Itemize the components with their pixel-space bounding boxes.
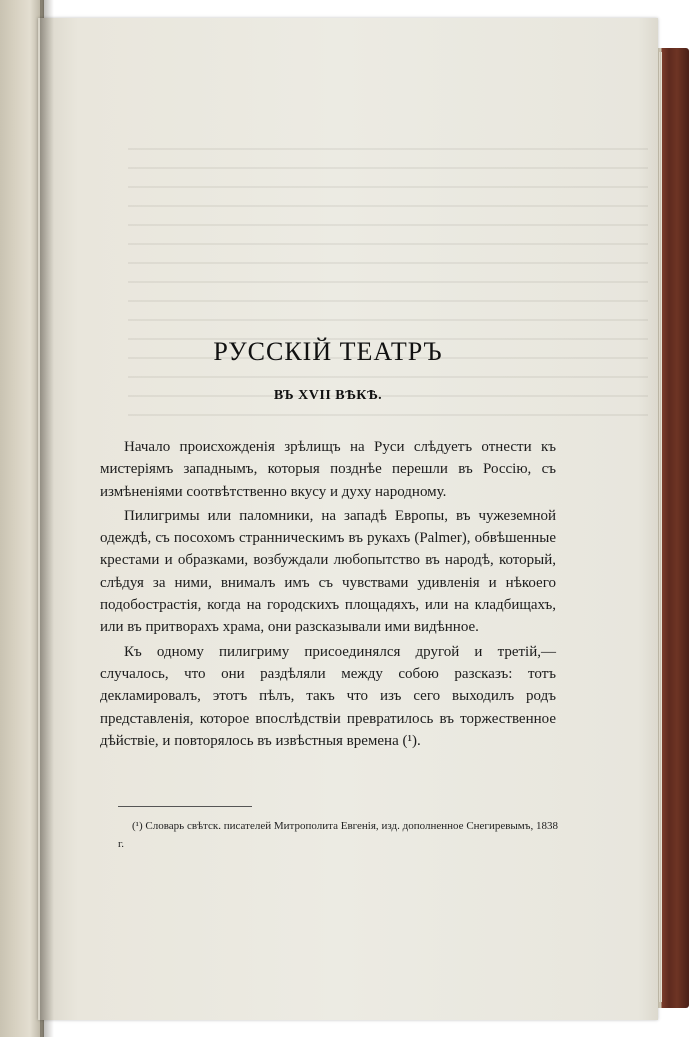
body-text <box>100 436 556 754</box>
page-subtitle: ВЪ XVII ВѢКѢ. <box>273 388 383 403</box>
paragraph: Начало происхожденія зрѣлищъ на Руси слѣдуетъ отнести къ мистеріямъ западнымъ, которыя позднѣе перешли въ Россію, съ измѣненіями соотвѣтственно вкусу и духу народному. <box>100 439 556 500</box>
page-title: РУССКІЙ ТЕАТРЪ <box>213 337 443 366</box>
paragraph: Пилигримы или паломники, на западѣ Европы, въ чужеземной одеждѣ, съ посохомъ странническимъ въ рукахъ (Palmer), обвѣшенные крестами и образками, возбуждали любопытство въ народѣ, который, слѣдуя за ними, внималъ имъ съ чувствами удивленія и нѣкоего подобострастія, когда на городскихъ площадяхъ, или на кладбищахъ, или въ притворахъ храма, они разсказывали ими видѣнное. <box>100 507 556 636</box>
paragraph: Къ одному пилигриму присоединялся другой и третій,— случалось, что они раздѣляли между собою разсказъ: тотъ декламировалъ, этотъ пѣлъ, такъ что изъ сего выходилъ родъ представленія, которое впослѣдствіи превратилось въ торжественное дѣйствіе, и повторялось въ извѣстныя времена (¹). <box>100 643 556 749</box>
footnote-rule <box>118 806 252 807</box>
gutter-shadow <box>40 0 54 1037</box>
show-through-text <box>128 138 648 418</box>
footnote: (¹) Словарь свѣтск. писателей Митрополита Евгенія, изд. дополненное Снегиревымъ, 1838 г. <box>118 820 558 850</box>
